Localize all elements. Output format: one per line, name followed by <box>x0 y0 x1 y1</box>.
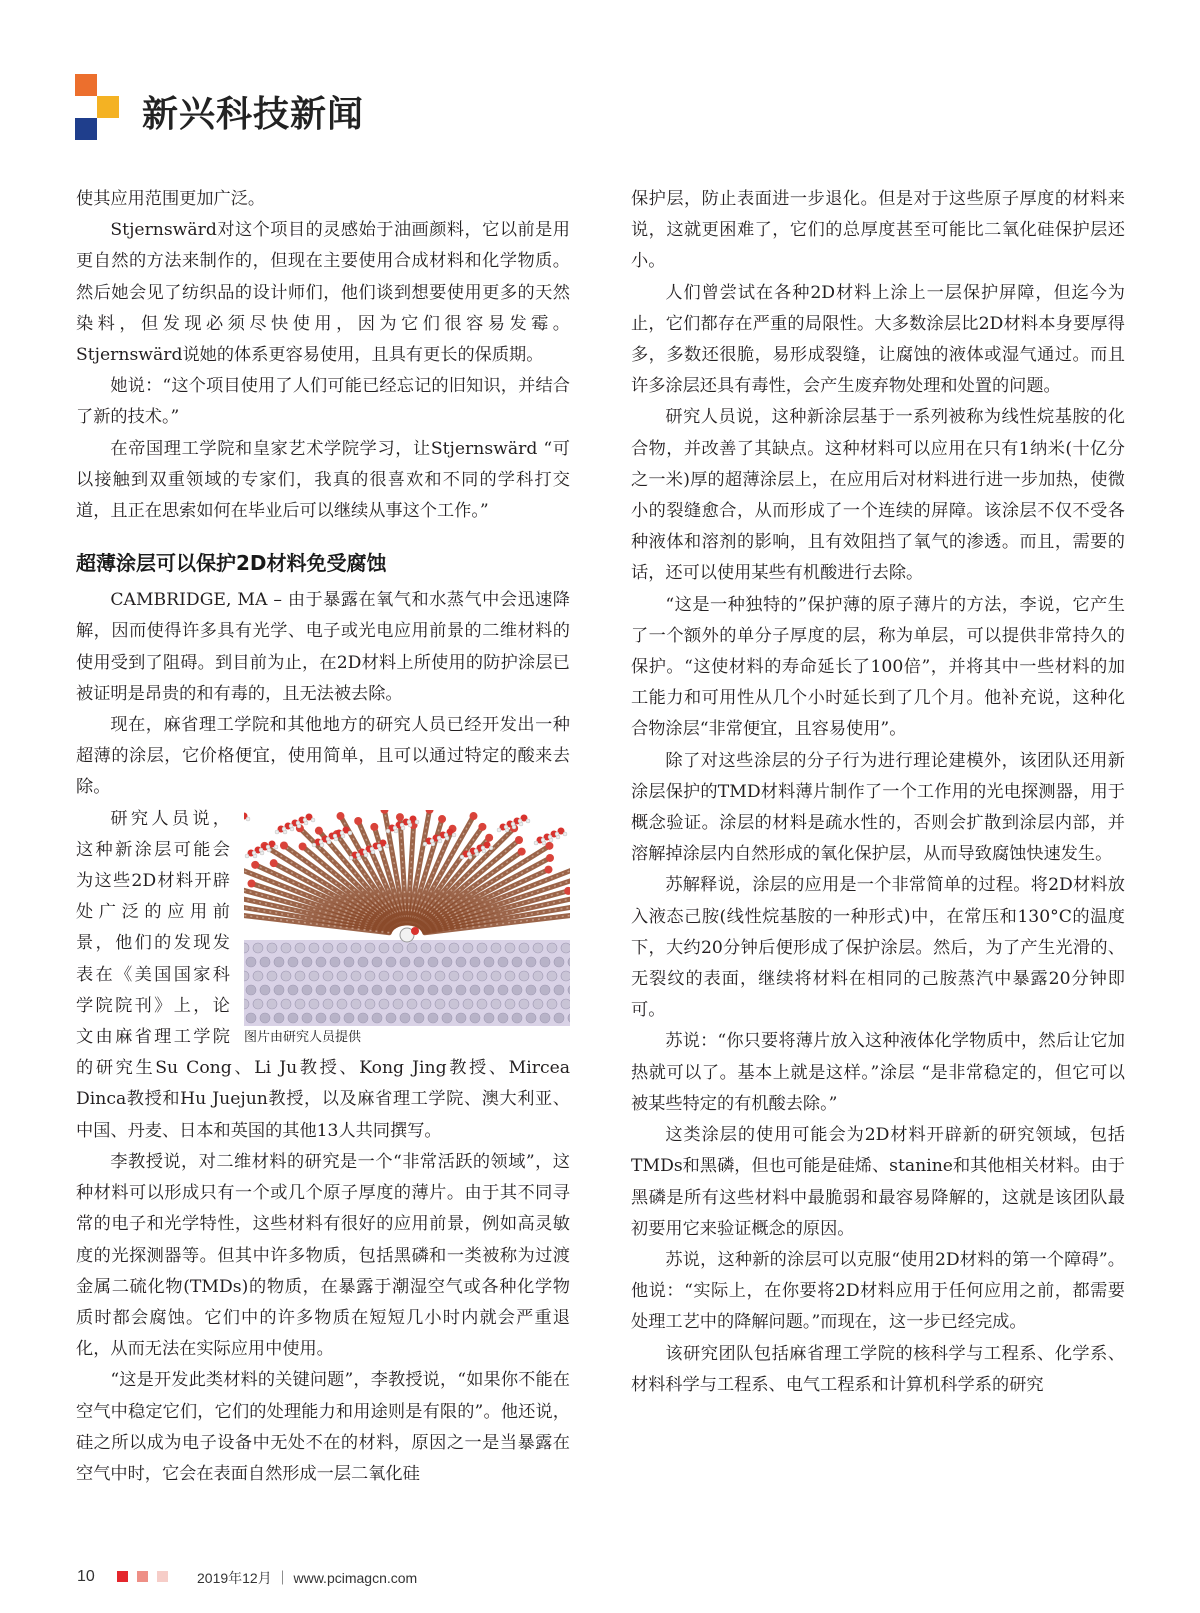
logo-square-blue <box>75 118 97 140</box>
paragraph: Stjernswärd对这个项目的灵感始于油画颜料，它以前是用更自然的方法来制作的，但现在主要使用合成材料和化学物质。然后她会见了纺织品的设计师们，他们谈到想要使用更多的天然染料，但发现必须尽快使用，因为它们很容易发霉。Stjernswärd说她的体系更容易使用，且具有更长的保质期。 <box>76 220 570 366</box>
paragraph: 现在，麻省理工学院和其他地方的研究人员已经开发出一种超薄的涂层，它价格便宜，使用简单，且可以通过特定的酸来去除。 <box>76 715 570 798</box>
paragraph: 研究人员说，这种新涂层可能会为这些2D材料开辟处广泛的应用前景，他们的发现发表在《美国国家科学院院刊》上，论文由麻省理工学院的研究生Su Cong、Li Ju教授、Kong Jing教授、Mircea Dinca教授和Hu Juejun教授，以及麻省理工学院、澳大利亚、中国、丹麦、日本和英国的其他13人共同撰写。 <box>76 808 570 1141</box>
page-number: 10 <box>77 1568 95 1585</box>
paragraph: 研究人员说，这种新涂层基于一系列被称为线性烷基胺的化合物，并改善了其缺点。这种材料可以应用在只有1纳米(十亿分之一米)厚的超薄涂层上，在应用后对材料进行进一步加热，使微小的裂缝愈合，从而形成了一个连续的屏障。该涂层不仅不受各种液体和溶剂的影响，且有效阻挡了氧气的渗透。而且，需要的话，还可以使用某些有机酸进行去除。 <box>631 407 1125 584</box>
paragraph: “这是开发此类材料的关键问题”，李教授说，“如果你不能在空气中稳定它们，它们的处理能力和用途则是有限的”。他还说，硅之所以成为电子设备中无处不在的材料，原因之一是当暴露在空气中时，它会在表面自然形成一层二氧化硅 <box>76 1370 570 1484</box>
molecular-coating-image <box>244 810 570 1026</box>
paragraph: 在帝国理工学院和皇家艺术学院学习，让Stjernswärd “可以接触到双重领域的专家们，我真的很喜欢和不同的学科打交道，且正在思索如何在毕业后可以继续从事这个工作。” <box>76 438 570 522</box>
right-column <box>631 184 1125 1401</box>
footer-square-pink <box>137 1571 148 1582</box>
paragraph: 该研究团队包括麻省理工学院的核科学与工程系、化学系、材料科学与工程系、电气工程系和计算机科学系的研究 <box>631 1343 1125 1395</box>
paragraph: 这类涂层的使用可能会为2D材料开辟新的研究领域，包括TMDs和黑磷，但也可能是硅烯、stanine和其他相关材料。由于黑磷是所有这些材料中最脆弱和最容易降解的，这就是该团队最初要用它来验证概念的原因。 <box>631 1125 1125 1239</box>
left-column <box>76 184 570 1490</box>
paragraph: CAMBRIDGE, MA – 由于暴露在氧气和水蒸气中会迅速降解，因而使得许多具有光学、电子或光电应用前景的二维材料的使用受到了阻碍。到目前为止，在2D材料上所使用的防护涂层已被证明是昂贵的和有毒的，且无法被去除。 <box>76 590 570 704</box>
footer-square-red <box>117 1571 128 1582</box>
paragraph: 苏说：“你只要将薄片放入这种液体化学物质中，然后让它加热就可以了。基本上就是这样。”涂层 “是非常稳定的，但它可以被某些特定的有机酸去除。” <box>631 1031 1125 1114</box>
paragraph: 李教授说，对二维材料的研究是一个“非常活跃的领域”，这种材料可以形成只有一个或几个原子厚度的薄片。由于其不同寻常的电子和光学特性，这些材料有很好的应用前景，例如高灵敏度的光探测器等。但其中许多物质，包括黑磷和一类被称为过渡金属二硫化物(TMDs)的物质，在暴露于潮湿空气或各种化学物质时都会腐蚀。它们中的许多物质在短短几小时内就会严重退化，从而无法在实际应用中使用。 <box>76 1151 570 1360</box>
logo-square-orange <box>75 74 97 96</box>
footer-square-light-pink <box>157 1571 168 1582</box>
paragraph: 保护层，防止表面进一步退化。但是对于这些原子厚度的材料来说，这就更困难了，它们的总厚度甚至可能比二氧化硅保护层还小。 <box>631 189 1125 272</box>
paragraph: 苏说，这种新的涂层可以克服“使用2D材料的第一个障碍”。他说：“实际上，在你要将2D材料应用于任何应用之前，都需要处理工艺中的降解问题。”而现在，这一步已经完成。 <box>631 1249 1125 1333</box>
article-figure <box>244 810 570 1050</box>
section-title: 新兴科技新闻 <box>142 94 365 135</box>
logo-square-yellow <box>97 96 119 118</box>
paragraph: 她说：“这个项目使用了人们可能已经忘记的旧知识，并结合了新的技术。” <box>76 376 570 428</box>
footer-date-site: 2019年12月 ｜ www.pcimagcn.com <box>197 1570 418 1586</box>
paragraph: “这是一种独特的”保护薄的原子薄片的方法，李说，它产生了一个额外的单分子厚度的层，称为单层，可以提供非常持久的保护。“这使材料的寿命延长了100倍”，并将其中一些材料的加工能力和可用性从几个小时延长到了几个月。他补充说，这种化合物涂层“非常便宜，且容易使用”。 <box>631 594 1125 740</box>
figure-caption: 图片由研究人员提供 <box>244 1029 362 1045</box>
section-logo <box>75 74 120 141</box>
paragraph: 人们曾尝试在各种2D材料上涂上一层保护屏障，但迄今为止，它们都存在严重的局限性。大多数涂层比2D材料本身要厚得多，多数还很脆，易形成裂缝，让腐蚀的液体或湿气通过。而且许多涂层还具有毒性，会产生废弃物处理和处置的问题。 <box>631 282 1125 397</box>
article-subheading: 超薄涂层可以保护2D材料免受腐蚀 <box>76 551 387 576</box>
paragraph: 除了对这些涂层的分子行为进行理论建模外，该团队还用新涂层保护的TMD材料薄片制作了一个工作用的光电探测器，用于概念验证。涂层的材料是疏水性的，否则会扩散到涂层内部，并溶解掉涂层内自然形成的氧化保护层，从而导致腐蚀快速发生。 <box>631 750 1125 865</box>
paragraph: 苏解释说，涂层的应用是一个非常简单的过程。将2D材料放入液态己胺(线性烷基胺的一种形式)中，在常压和130°C的温度下，大约20分钟后便形成了保护涂层。然后，为了产生光滑的、无裂纹的表面，继续将材料在相同的己胺蒸汽中暴露20分钟即可。 <box>631 875 1125 1021</box>
paragraph: 使其应用范围更加广泛。 <box>76 189 266 209</box>
